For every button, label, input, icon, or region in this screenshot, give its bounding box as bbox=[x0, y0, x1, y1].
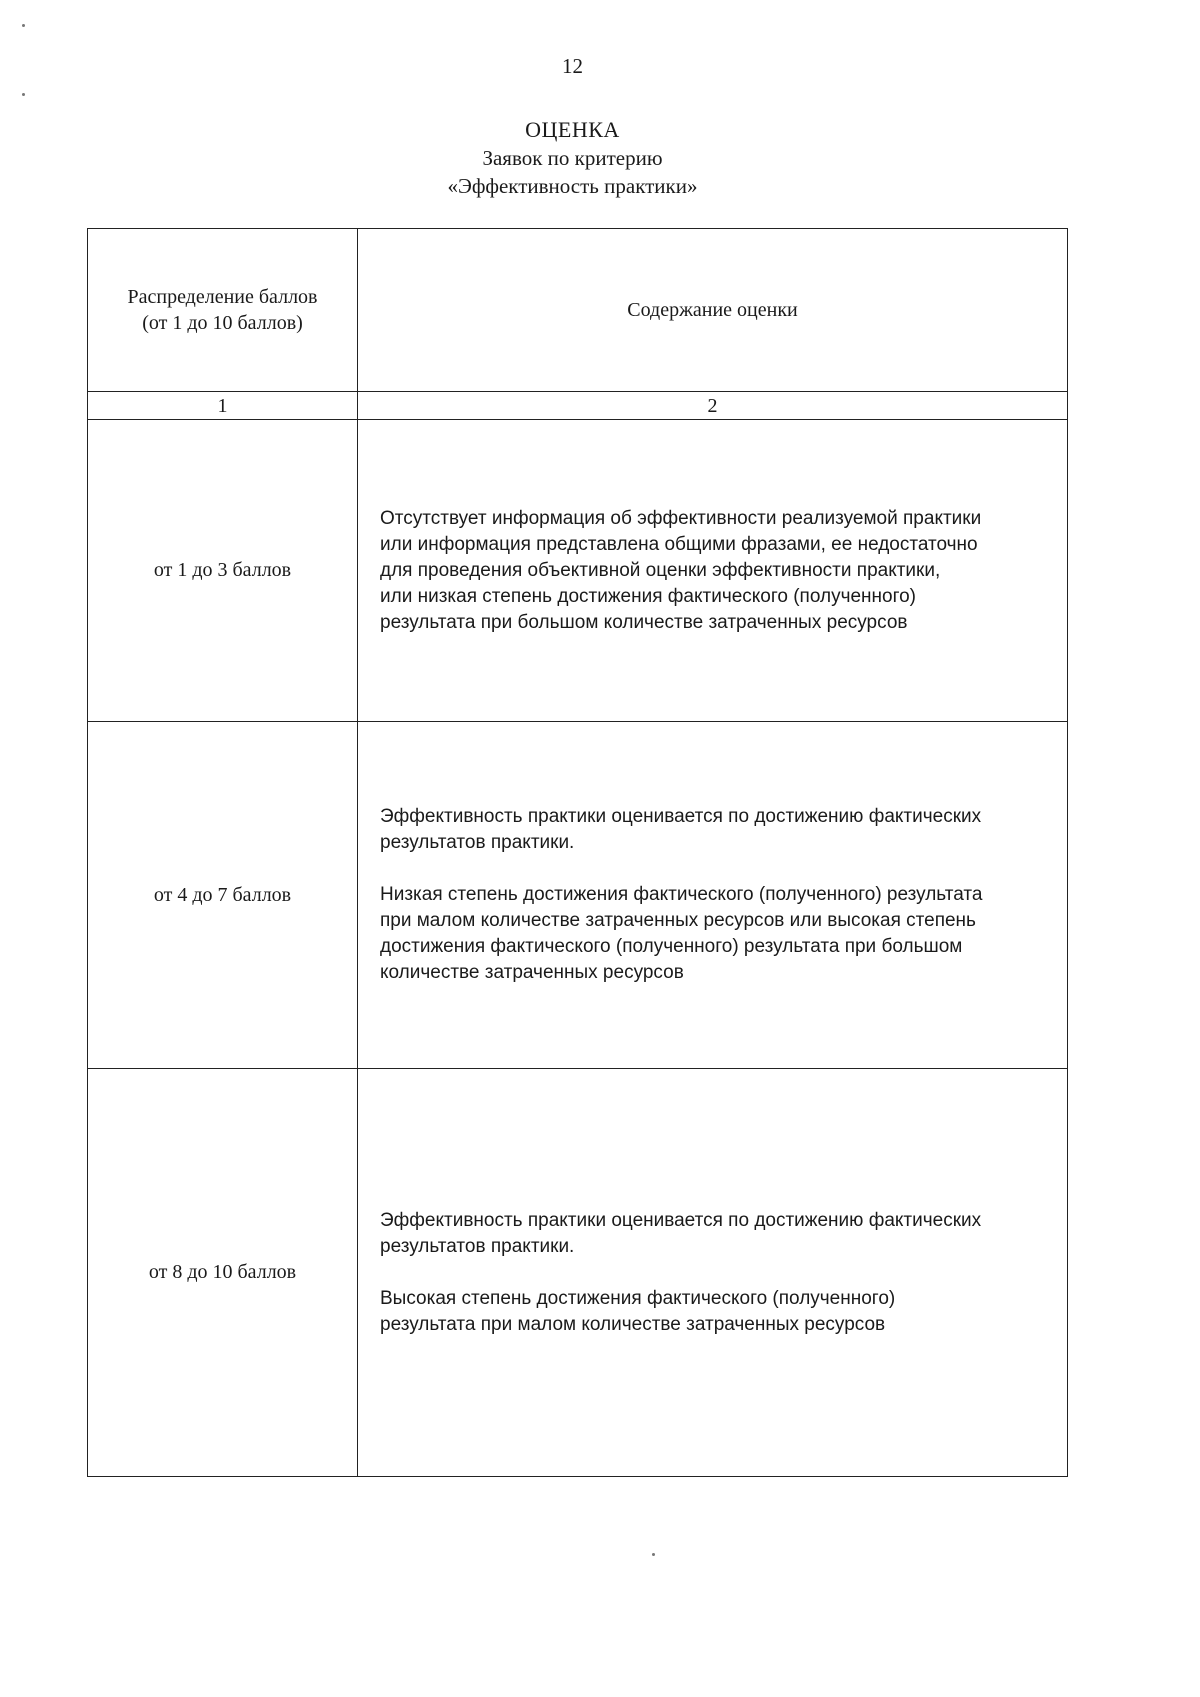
scan-speck bbox=[22, 93, 25, 96]
assessment-paragraph: Эффективность практики оценивается по достижению фактических результатов практики. bbox=[380, 806, 982, 853]
header-score-distribution bbox=[88, 229, 358, 392]
header-score-label: Распределение баллов (от 1 до 10 баллов) bbox=[127, 286, 318, 334]
table-row bbox=[88, 420, 1068, 722]
heading-subtitle: Заявок по критерию bbox=[482, 146, 663, 170]
heading-title: ОЦЕНКА bbox=[525, 117, 620, 142]
assessment-content bbox=[358, 1069, 1068, 1477]
column-number-1: 1 bbox=[88, 392, 358, 420]
score-range: от 1 до 3 баллов bbox=[88, 420, 358, 722]
column-number-2: 2 bbox=[358, 392, 1068, 420]
assessment-paragraph: Высокая степень достижения фактического (полученного) результата при малом количестве затраченных ресурсов bbox=[380, 1287, 896, 1335]
heading-criterion: «Эффективность практики» bbox=[447, 174, 698, 198]
header-content bbox=[358, 229, 1068, 392]
table-row bbox=[88, 1069, 1068, 1477]
score-range: от 8 до 10 баллов bbox=[88, 1069, 358, 1477]
assessment-paragraph: Отсутствует информация об эффективности реализуемой практики или информация представлена общими фразами, ее недостаточно для проведения объективной оценки эффективности практики, или низкая степень достижения фактического (полученного) результата при большом количестве затраченных ресурсов bbox=[380, 507, 982, 633]
page-number: 12 bbox=[562, 54, 583, 78]
assessment-paragraph: Эффективность практики оценивается по достижению фактических результатов практики. bbox=[380, 1209, 982, 1257]
scan-speck bbox=[652, 1553, 655, 1556]
table-row bbox=[88, 722, 1068, 1069]
evaluation-table bbox=[87, 228, 1068, 1477]
table-header-row bbox=[88, 229, 1068, 392]
assessment-content bbox=[358, 420, 1068, 722]
header-content-label: Содержание оценки bbox=[627, 299, 798, 321]
assessment-content bbox=[358, 722, 1068, 1069]
column-number-row bbox=[88, 392, 1068, 420]
scan-speck bbox=[22, 24, 25, 27]
document-heading bbox=[0, 116, 1145, 200]
assessment-paragraph: Низкая степень достижения фактического (полученного) результата при малом количестве затраченных ресурсов или высокая степень достижения фактического (полученного) результата при большом количестве затраченных ресурсов bbox=[380, 884, 983, 983]
score-range: от 4 до 7 баллов bbox=[88, 722, 358, 1069]
